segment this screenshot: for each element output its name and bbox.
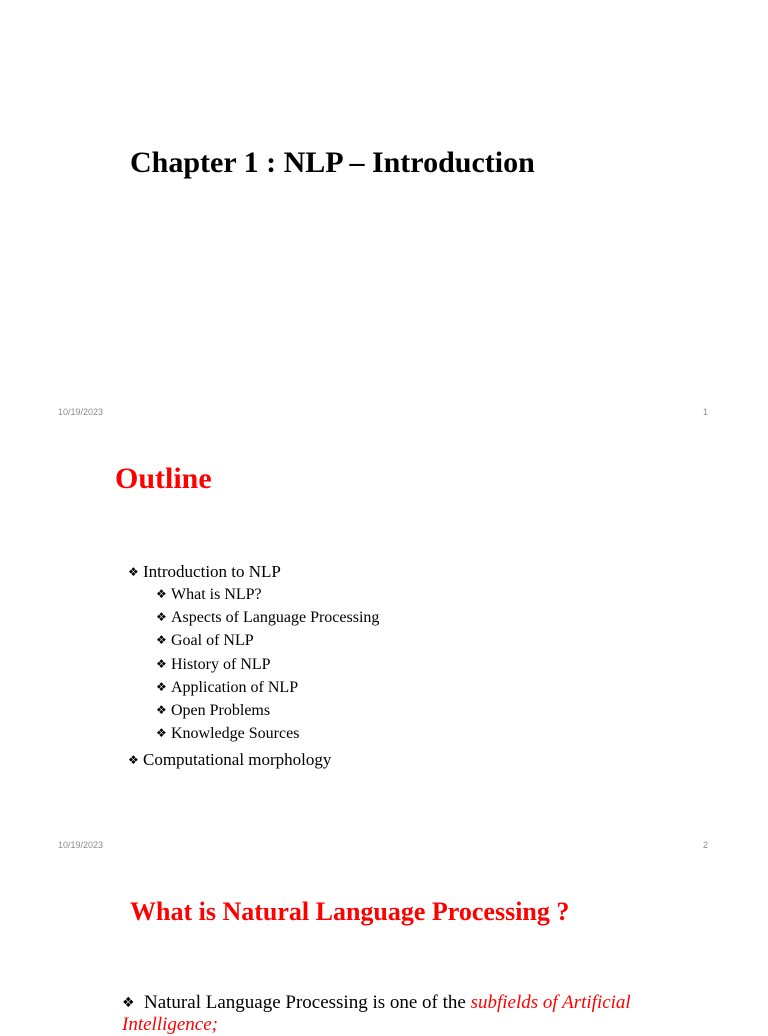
diamond-bullet-icon: ❖: [156, 587, 167, 601]
outline-subitem-label: Goal of NLP: [171, 632, 254, 650]
outline-subitem-label: What is NLP?: [171, 586, 262, 603]
outline-subitem: [156, 722, 379, 745]
diamond-bullet-icon: ❖: [156, 633, 167, 648]
bullet-emphasis: subfields of Artificial Intelligence;: [122, 992, 631, 1035]
slide-date: 10/19/2023: [58, 840, 104, 850]
outline-subitem: [156, 629, 379, 652]
outline-item: [128, 560, 379, 745]
outline-subitem: [156, 583, 379, 606]
diamond-bullet-icon: ❖: [156, 726, 167, 741]
slide-number: 1: [702, 407, 708, 417]
outline-subitem-label: Knowledge Sources: [171, 725, 300, 743]
slide-number: 2: [702, 840, 708, 850]
outline-subitem-label: Open Problems: [171, 702, 271, 720]
outline-subitem: [156, 699, 379, 722]
diamond-bullet-icon: ❖: [128, 565, 139, 579]
slide-1: [0, 0, 768, 432]
outline-subitem: [156, 653, 379, 676]
outline-subitem: [156, 606, 379, 629]
diamond-bullet-icon: ❖: [156, 610, 167, 625]
slide-title: What is Natural Language Processing ?: [130, 897, 570, 926]
outline-subitem-label: Application of NLP: [171, 678, 299, 696]
bullet-point: [122, 992, 662, 1036]
outline-sublist: [128, 583, 379, 745]
diamond-bullet-icon: ❖: [122, 995, 135, 1011]
diamond-bullet-icon: ❖: [156, 656, 167, 671]
slide-3: [0, 864, 768, 1035]
outline-subitem: [156, 676, 379, 699]
slide-title: Chapter 1 : NLP – Introduction: [130, 146, 535, 179]
diamond-bullet-icon: ❖: [156, 679, 167, 694]
outline-item-label: Introduction to NLP: [143, 562, 281, 581]
diamond-bullet-icon: ❖: [128, 753, 139, 768]
outline-subitem-label: History of NLP: [171, 655, 271, 673]
slide-date: 10/19/2023: [58, 407, 104, 417]
outline-title: Outline: [115, 462, 212, 495]
outline-subitem-label: Aspects of Language Processing: [171, 609, 380, 627]
diamond-bullet-icon: ❖: [156, 703, 167, 718]
outline-list: [128, 560, 379, 771]
outline-item: [128, 748, 379, 771]
outline-item-label: Computational morphology: [143, 750, 332, 770]
bullet-text: Natural Language Processing is one of the: [144, 992, 471, 1013]
slide-2: [0, 432, 768, 864]
